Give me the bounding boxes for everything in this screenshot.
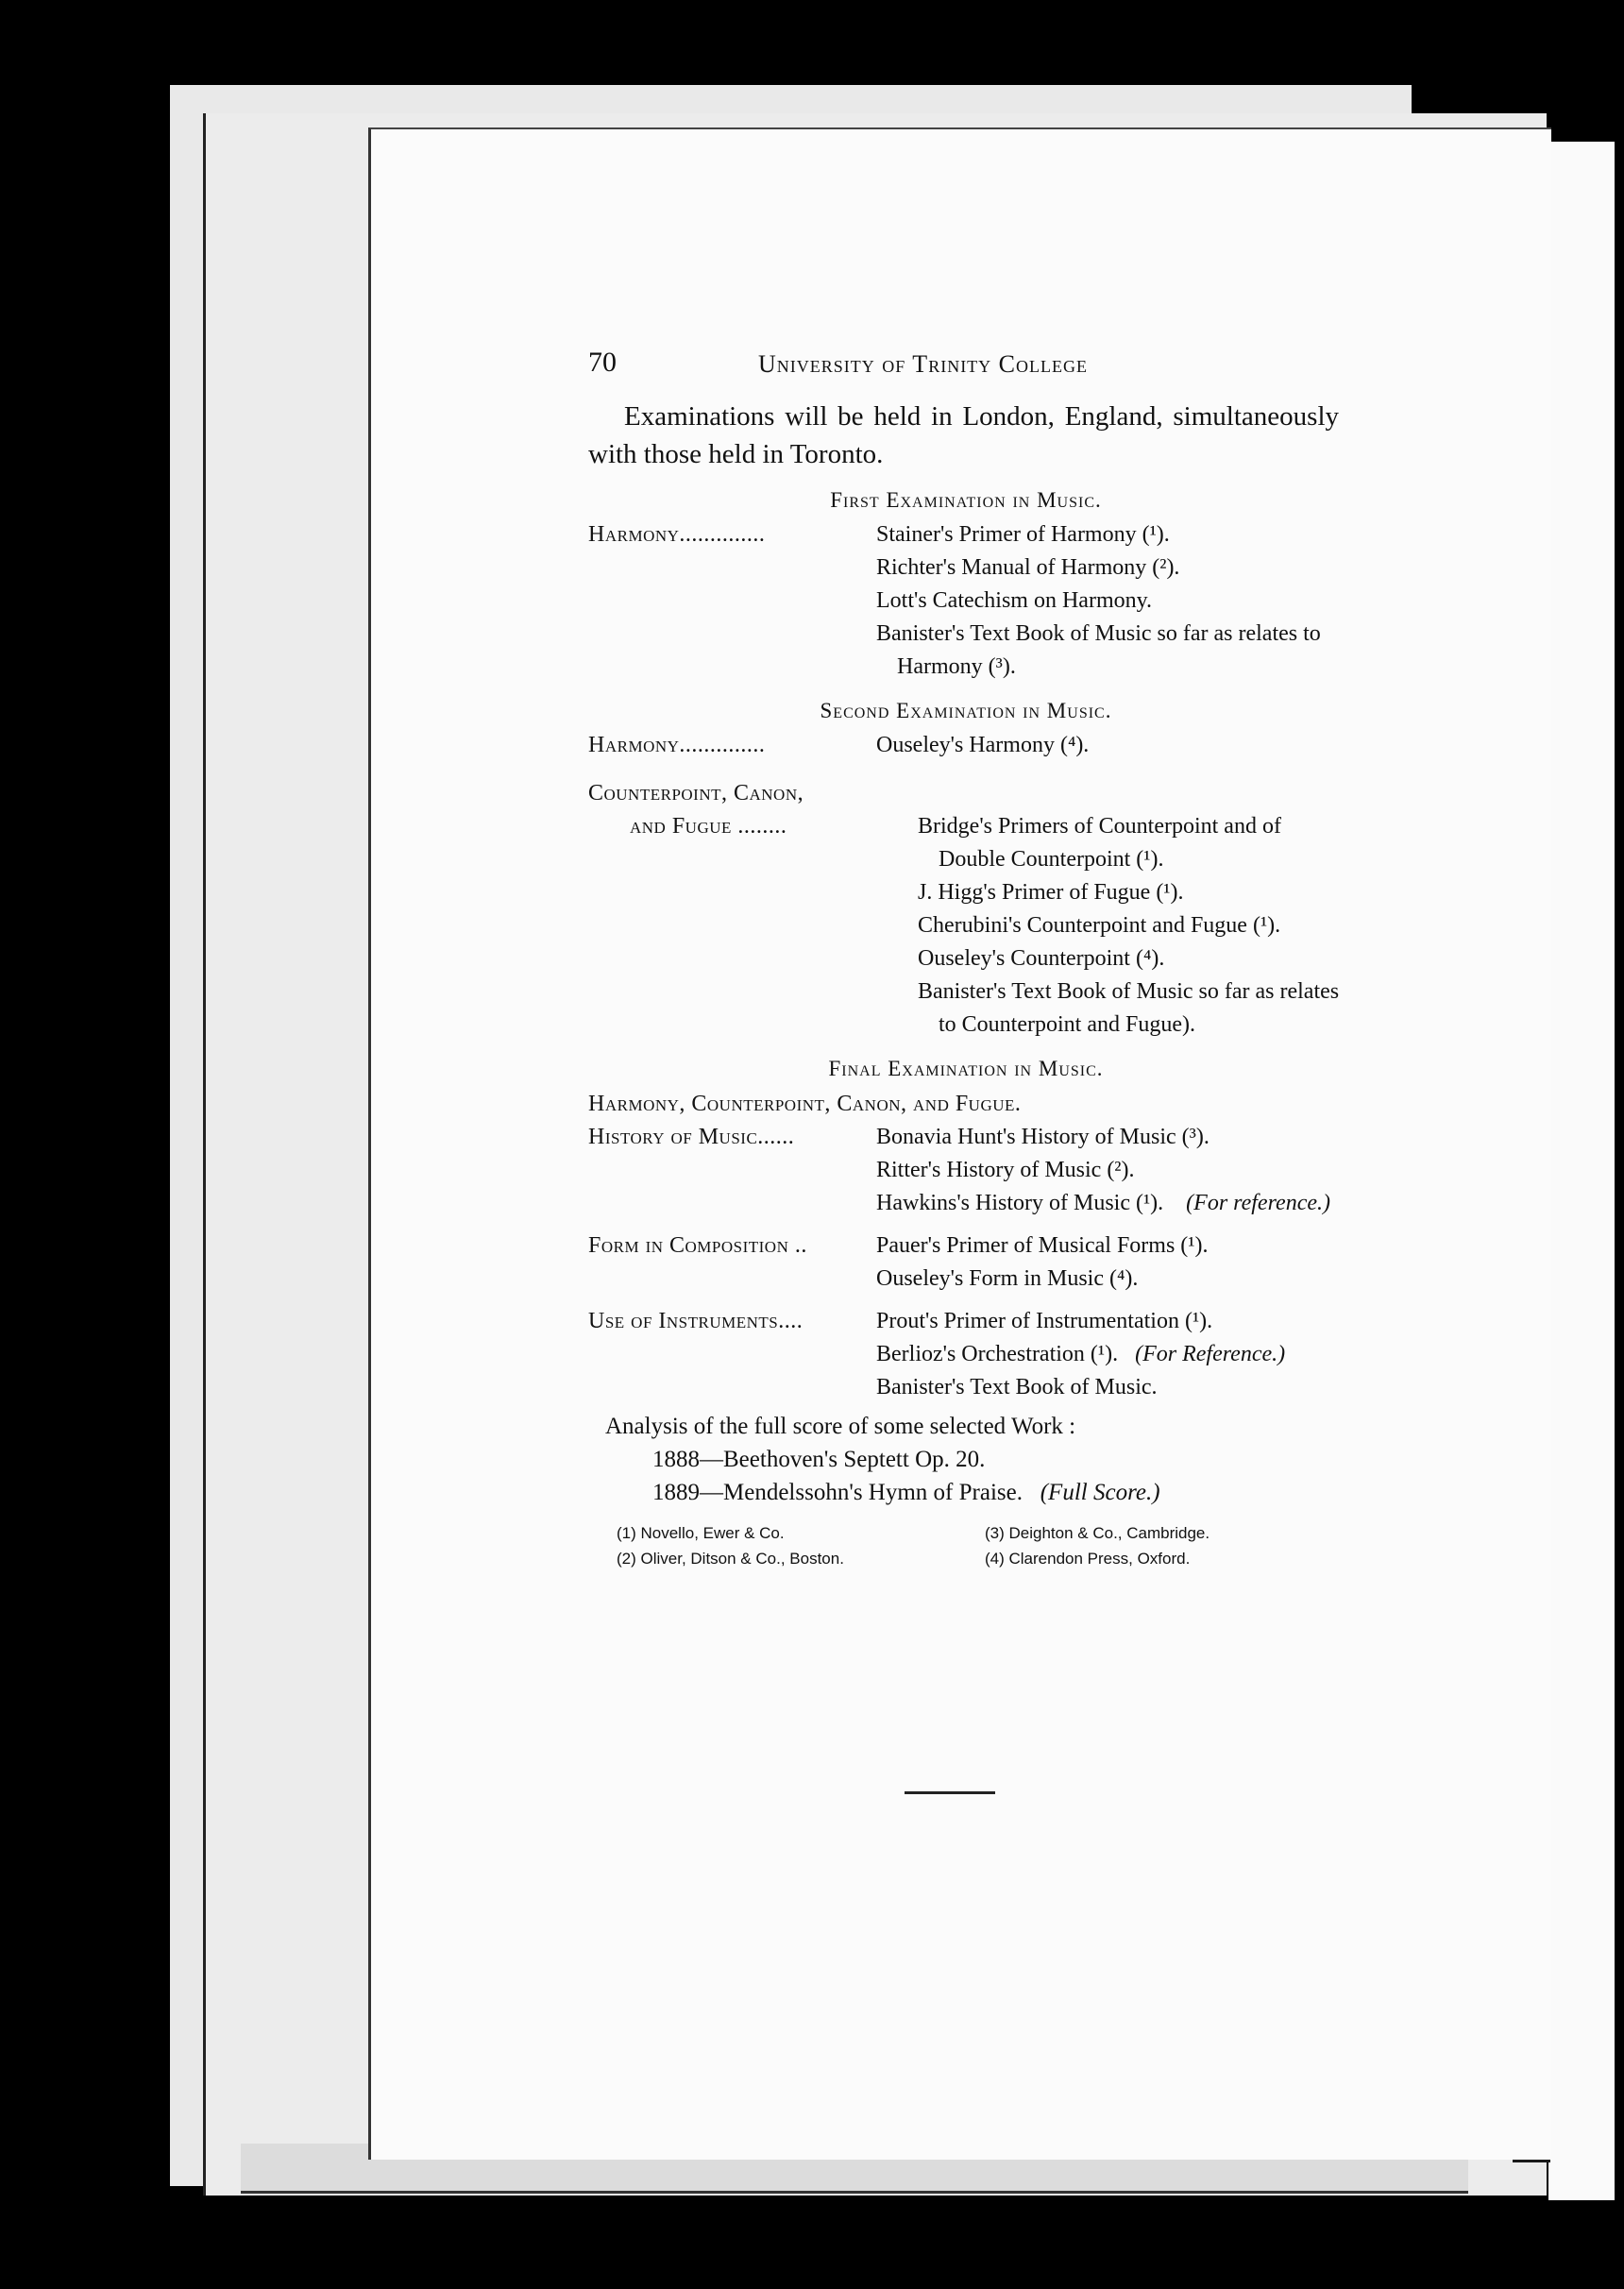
- reference-note: (For reference.): [1186, 1191, 1330, 1215]
- book-item: Ouseley's Harmony (⁴).: [876, 733, 1090, 757]
- book-item: Cherubini's Counterpoint and Fugue (¹).: [918, 913, 1281, 938]
- book-item: Stainer's Primer of Harmony (¹).: [876, 522, 1170, 547]
- book-item: [876, 1338, 1344, 1371]
- book-list: [876, 729, 1344, 762]
- book-list: [876, 518, 1344, 684]
- end-rule: [905, 1791, 995, 1794]
- book-item: Banister's Text Book of Music so far as relates to Counterpoint and Fugue).: [918, 979, 1340, 1037]
- analysis-year: [652, 1476, 1344, 1509]
- book-item: Prout's Primer of Instrumentation (¹).: [876, 1309, 1213, 1333]
- book-item: Banister's Text Book of Music so far as relates to Harmony (³).: [876, 621, 1321, 679]
- footnote: (2) Oliver, Ditson & Co., Boston.: [617, 1550, 844, 1568]
- analysis-block: [605, 1410, 1344, 1509]
- subject-label: History of Music......: [588, 1125, 795, 1149]
- intro-paragraph: Examinations will be held in London, England, simultaneously with those held in Toronto.: [588, 401, 1339, 469]
- form-row: [588, 1229, 1344, 1296]
- book-title: Berlioz's Orchestration (¹).: [876, 1342, 1119, 1366]
- book-item: Pauer's Primer of Musical Forms (¹).: [876, 1233, 1209, 1258]
- book-list: [918, 810, 1344, 1042]
- counterpoint-books-row: [588, 810, 1344, 1042]
- running-title: University of Trinity College: [758, 350, 1088, 378]
- next-page-edge: [1548, 142, 1615, 2200]
- book-item: [876, 1187, 1344, 1220]
- page-number: 70: [588, 347, 617, 378]
- final-exam-subject: Harmony, Counterpoint, Canon, and Fugue.: [588, 1092, 1022, 1116]
- first-exam-heading: First Examination in Music.: [830, 488, 1102, 512]
- book-item: J. Higg's Primer of Fugue (¹).: [918, 880, 1184, 905]
- book-item: Ouseley's Counterpoint (⁴).: [918, 946, 1165, 971]
- subject-label: Harmony..............: [588, 522, 766, 547]
- subject-label: Harmony..............: [588, 733, 766, 757]
- book-item: Ritter's History of Music (²).: [876, 1158, 1135, 1182]
- first-exam-harmony-row: [588, 518, 1344, 684]
- book-item: Bonavia Hunt's History of Music (³).: [876, 1125, 1210, 1149]
- book-list: [876, 1305, 1344, 1404]
- counterpoint-subject-row: [588, 777, 1344, 810]
- subject-label: and Fugue ........: [630, 814, 787, 839]
- analysis-year: 1888—Beethoven's Septett Op. 20.: [652, 1447, 986, 1472]
- final-exam-heading: Final Examination in Music.: [828, 1057, 1104, 1080]
- subject-label: Form in Composition ..: [588, 1233, 807, 1258]
- book-item: Ouseley's Form in Music (⁴).: [876, 1266, 1139, 1291]
- analysis-work: 1889—Mendelssohn's Hymn of Praise.: [652, 1480, 1023, 1505]
- analysis-intro: Analysis of the full score of some selected Work :: [605, 1414, 1076, 1439]
- second-exam-heading: Second Examination in Music.: [820, 699, 1112, 722]
- book-title: Hawkins's History of Music (¹).: [876, 1191, 1164, 1215]
- footnote: (4) Clarendon Press, Oxford.: [985, 1550, 1191, 1568]
- footnote: (3) Deighton & Co., Cambridge.: [985, 1524, 1210, 1542]
- score-note: (Full Score.): [1040, 1480, 1160, 1505]
- book-item: Banister's Text Book of Music.: [876, 1375, 1158, 1399]
- reference-note: (For Reference.): [1135, 1342, 1286, 1366]
- book-item: Lott's Catechism on Harmony.: [876, 588, 1153, 613]
- document-page: [368, 127, 1551, 2160]
- page-header: [588, 347, 1344, 394]
- book-list: [876, 1229, 1344, 1296]
- book-list: [876, 1121, 1344, 1220]
- instruments-row: [588, 1305, 1344, 1404]
- publisher-footnotes: [617, 1520, 1344, 1571]
- page-content: [588, 347, 1344, 1571]
- history-row: [588, 1121, 1344, 1220]
- subject-label: Use of Instruments....: [588, 1309, 804, 1333]
- second-exam-harmony-row: [588, 729, 1344, 762]
- footnote: (1) Novello, Ewer & Co.: [617, 1524, 785, 1542]
- subject-label: Counterpoint, Canon,: [588, 781, 804, 805]
- book-item: Bridge's Primers of Counterpoint and of Double Counterpoint (¹).: [918, 814, 1281, 872]
- book-item: Richter's Manual of Harmony (²).: [876, 555, 1180, 580]
